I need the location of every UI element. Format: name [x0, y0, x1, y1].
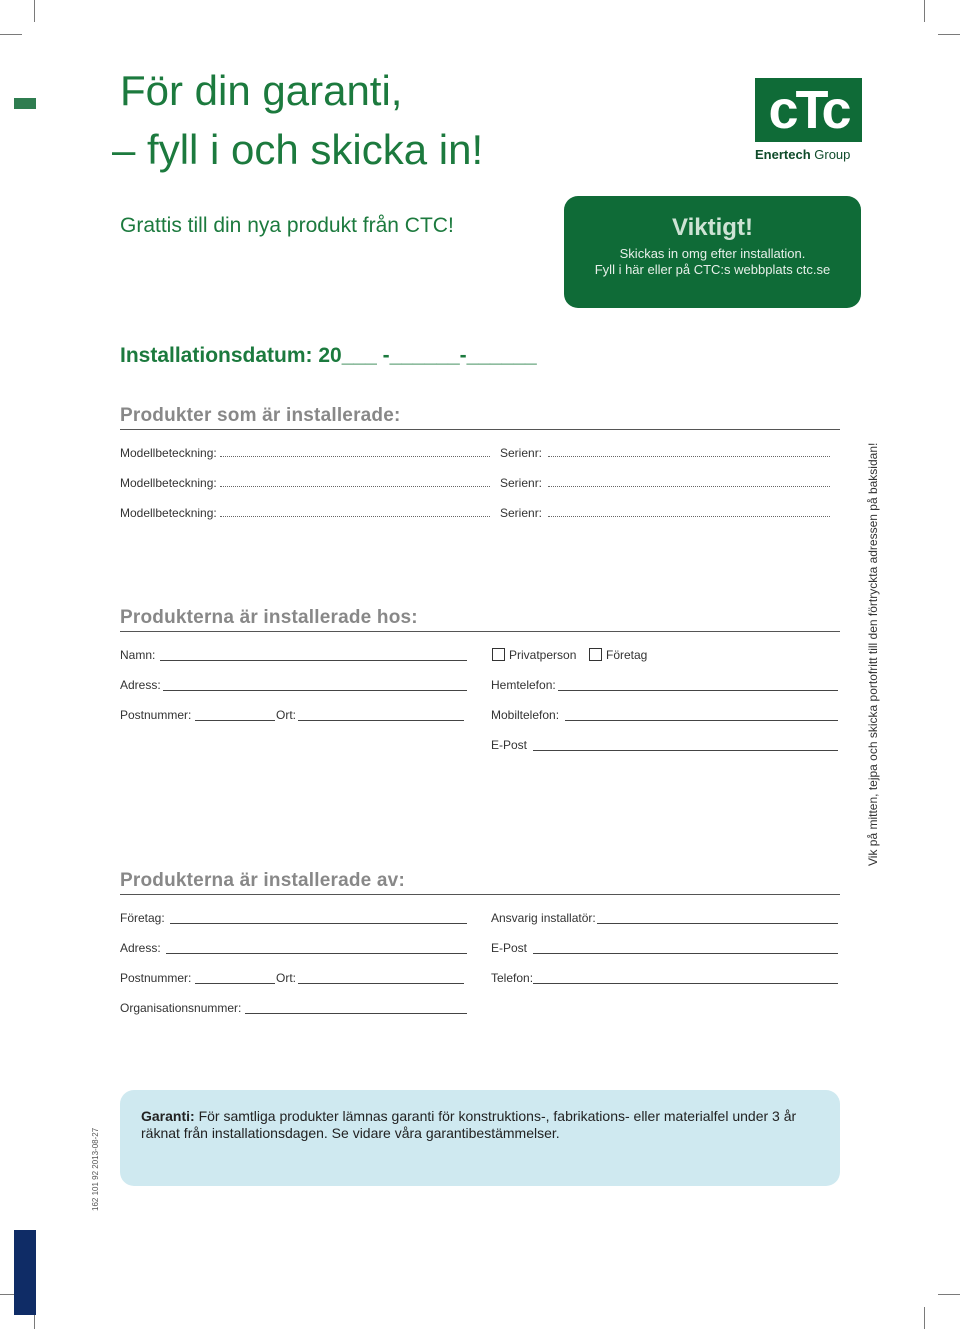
model-label-1: Modellbeteckning:	[120, 446, 217, 460]
installer-postal-field[interactable]	[195, 983, 275, 984]
email-field[interactable]	[533, 750, 838, 751]
installer-address-label: Adress:	[120, 941, 161, 955]
section-divider	[120, 631, 840, 632]
serial-label-2: Serienr:	[500, 476, 543, 490]
fold-instructions: Vik på mitten, tejpa och skicka portofritt till den förtryckta adressen på baksidan!	[866, 442, 880, 866]
home-phone-field[interactable]	[558, 690, 838, 691]
crop-mark	[938, 34, 960, 35]
responsible-installer-label: Ansvarig installatör:	[491, 911, 596, 925]
serial-field-2[interactable]	[548, 486, 830, 487]
serial-field-1[interactable]	[548, 456, 830, 457]
logo-mark: cTc	[768, 80, 849, 140]
guarantee-label: Garanti:	[141, 1108, 195, 1124]
company-checkbox[interactable]	[589, 648, 602, 661]
guarantee-text	[141, 1108, 826, 1142]
responsible-installer-field[interactable]	[597, 923, 838, 924]
crop-mark	[924, 1307, 925, 1329]
private-person-label: Privatperson	[509, 648, 577, 662]
installation-date-field[interactable]: Installationsdatum: 20___ -______-______	[120, 344, 537, 367]
green-tab-marker	[14, 98, 36, 109]
installed-by-heading: Produkterna är installerade av:	[120, 870, 405, 891]
address-field[interactable]	[163, 690, 467, 691]
crop-mark	[938, 1294, 960, 1295]
model-field-1[interactable]	[220, 456, 490, 457]
installer-email-label: E-Post	[491, 941, 528, 955]
company-label: Företag	[606, 648, 648, 662]
name-field[interactable]	[160, 660, 467, 661]
serial-label-1: Serienr:	[500, 446, 543, 460]
installer-phone-label: Telefon:	[491, 971, 534, 985]
guarantee-body: För samtliga produkter lämnas garanti för konstruktions-, fabrikations- eller materialfel under 3 år räknat från installationsdagen. Se vidare våra garantibestämmelser.	[141, 1108, 797, 1141]
postal-code-label: Postnummer:	[120, 708, 192, 722]
ctc-logo	[755, 78, 862, 142]
page-title-line2: – fyll i och skicka in!	[112, 126, 484, 173]
installed-at-heading: Produkterna är installerade hos:	[120, 607, 418, 628]
installer-city-label: Ort:	[276, 971, 296, 985]
mobile-field[interactable]	[565, 720, 838, 721]
page-title-line1: För din garanti,	[120, 67, 403, 114]
important-line2: Fyll i här eller på CTC:s webbplats ctc.se	[594, 262, 831, 277]
navy-tab-marker	[14, 1230, 36, 1315]
crop-mark	[34, 0, 35, 22]
logo-group: Group	[814, 147, 851, 162]
postal-code-field[interactable]	[195, 720, 275, 721]
logo-tagline	[755, 147, 850, 162]
products-heading: Produkter som är installerade:	[120, 405, 401, 426]
important-box	[564, 196, 861, 308]
crop-mark	[924, 0, 925, 22]
logo-company: Enertech	[755, 147, 811, 162]
installer-postal-label: Postnummer:	[120, 971, 192, 985]
crop-mark	[0, 34, 22, 35]
installer-company-field[interactable]	[170, 923, 467, 924]
model-field-2[interactable]	[220, 486, 490, 487]
important-line1: Skickas in omg efter installation.	[619, 246, 806, 261]
name-label: Namn:	[120, 648, 156, 662]
city-field[interactable]	[298, 720, 464, 721]
model-field-3[interactable]	[220, 516, 490, 517]
private-person-checkbox[interactable]	[492, 648, 505, 661]
model-label-2: Modellbeteckning:	[120, 476, 217, 490]
address-label: Adress:	[120, 678, 161, 692]
serial-field-3[interactable]	[548, 516, 830, 517]
guarantee-box	[120, 1090, 840, 1186]
mobile-label: Mobiltelefon:	[491, 708, 560, 722]
installer-company-label: Företag:	[120, 911, 165, 925]
email-label: E-Post	[491, 738, 528, 752]
org-number-field[interactable]	[245, 1013, 467, 1014]
section-divider	[120, 894, 840, 895]
serial-label-3: Serienr:	[500, 506, 543, 520]
installer-phone-field[interactable]	[533, 983, 838, 984]
org-number-label: Organisationsnummer:	[120, 1001, 242, 1015]
home-phone-label: Hemtelefon:	[491, 678, 556, 692]
congrats-text: Grattis till din nya produkt från CTC!	[120, 214, 454, 237]
document-code: 162 101 92 2013-08-27	[91, 1127, 100, 1211]
installer-city-field[interactable]	[298, 983, 464, 984]
city-label: Ort:	[276, 708, 296, 722]
model-label-3: Modellbeteckning:	[120, 506, 217, 520]
installer-email-field[interactable]	[533, 953, 838, 954]
installer-address-field[interactable]	[166, 953, 467, 954]
important-title: Viktigt!	[672, 214, 753, 241]
section-divider	[120, 429, 840, 430]
